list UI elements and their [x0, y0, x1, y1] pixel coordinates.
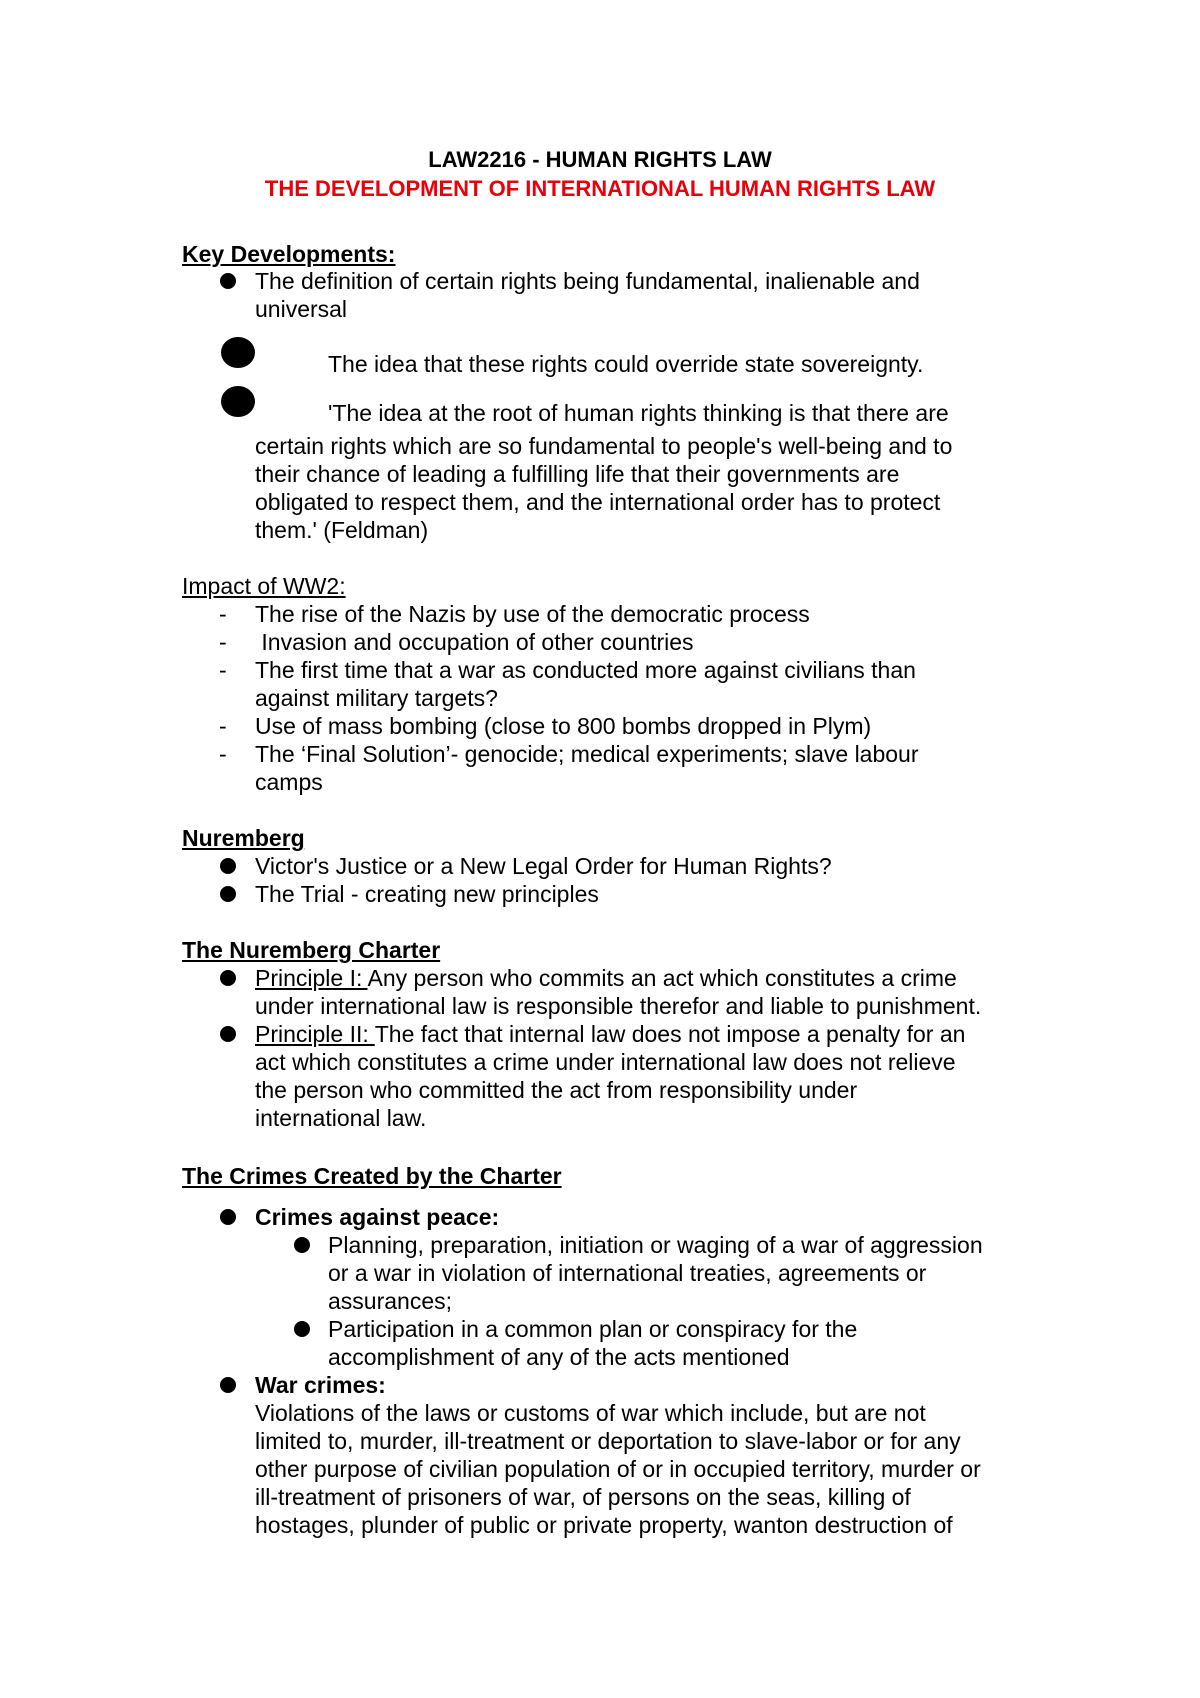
document-subtitle: THE DEVELOPMENT OF INTERNATIONAL HUMAN RIGHTS LAW: [264, 176, 936, 201]
ww2-heading: Impact of WW2:: [182, 573, 346, 599]
key-dev-item-1-line-2: universal: [255, 296, 348, 322]
key-dev-item-2: The idea that these rights could override state sovereignty.: [328, 351, 924, 377]
crimes-peace-label: Crimes against peace:: [255, 1204, 500, 1230]
key-dev-item-3-line-4: obligated to respect them, and the international order has to protect: [255, 489, 941, 515]
bullet-icon: [220, 1209, 236, 1225]
principle-1-label: Principle I:: [255, 965, 368, 991]
peace-item-1-line-1: Planning, preparation, initiation or waging of a war of aggression: [328, 1232, 983, 1258]
bullet-icon: [220, 273, 236, 289]
bullet-icon: [220, 858, 236, 874]
bullet-icon: [294, 1321, 310, 1337]
peace-item-2-line-1: Participation in a common plan or conspiracy for the: [328, 1316, 858, 1342]
key-dev-item-3-line-5: them.' (Feldman): [255, 517, 429, 543]
charter-principle-2-line-4: international law.: [255, 1105, 427, 1131]
ww2-item: against military targets?: [255, 685, 498, 711]
dash-marker: -: [219, 741, 227, 767]
charter-principle-1: [255, 964, 957, 992]
bullet-icon: [220, 886, 236, 902]
key-developments-heading: Key Developments:: [182, 241, 396, 267]
dash-marker: -: [219, 601, 227, 627]
key-dev-item-3-line-3: their chance of leading a fulfilling life that their governments are: [255, 461, 900, 487]
principle-2-text: The fact that internal law does not impose a penalty for an: [374, 1021, 966, 1047]
dash-marker: -: [219, 713, 227, 739]
charter-principle-1-line-2: under international law is responsible therefor and liable to punishment.: [255, 993, 982, 1019]
crimes-war-label: War crimes:: [255, 1372, 386, 1398]
key-dev-item-1-line-1: The definition of certain rights being fundamental, inalienable and: [255, 268, 920, 294]
charter-principle-2-line-2: act which constitutes a crime under international law does not relieve: [255, 1049, 956, 1075]
peace-item-1-line-2: or a war in violation of international treaties, agreements or: [328, 1260, 927, 1286]
charter-principle-2: [255, 1020, 965, 1048]
war-crimes-line-1: Violations of the laws or customs of war which include, but are not: [255, 1400, 926, 1426]
nuremberg-heading: Nuremberg: [182, 825, 305, 851]
ww2-item: The rise of the Nazis by use of the democratic process: [255, 601, 810, 627]
ww2-item: camps: [255, 769, 323, 795]
charter-principle-2-line-3: the person who committed the act from responsibility under: [255, 1077, 858, 1103]
nuremberg-item: Victor's Justice or a New Legal Order for Human Rights?: [255, 853, 832, 879]
principle-1-text: Any person who commits an act which constitutes a crime: [367, 965, 957, 991]
document-title: LAW2216 - HUMAN RIGHTS LAW: [428, 147, 772, 172]
ww2-item: Use of mass bombing (close to 800 bombs dropped in Plym): [255, 713, 872, 739]
war-crimes-line-4: ill-treatment of prisoners of war, of persons on the seas, killing of: [255, 1484, 911, 1510]
bullet-icon: [221, 386, 255, 417]
bullet-icon: [220, 1377, 236, 1393]
dash-marker: -: [219, 629, 227, 655]
charter-heading: The Nuremberg Charter: [182, 937, 441, 963]
key-dev-item-3-line-1: 'The idea at the root of human rights thinking is that there are: [328, 400, 949, 426]
peace-item-1-line-3: assurances;: [328, 1288, 453, 1314]
key-dev-item-3-line-2: certain rights which are so fundamental to people's well-being and to: [255, 433, 953, 459]
war-crimes-line-5: hostages, plunder of public or private property, wanton destruction of: [255, 1512, 953, 1538]
bullet-icon: [221, 337, 255, 368]
nuremberg-item: The Trial - creating new principles: [255, 881, 599, 907]
peace-item-2-line-2: accomplishment of any of the acts mentioned: [328, 1344, 790, 1370]
bullet-icon: [220, 970, 236, 986]
ww2-item: Invasion and occupation of other countries: [255, 629, 694, 655]
ww2-item: The first time that a war as conducted more against civilians than: [255, 657, 916, 683]
crimes-heading: The Crimes Created by the Charter: [182, 1163, 562, 1189]
bullet-icon: [220, 1026, 236, 1042]
war-crimes-line-3: other purpose of civilian population of or in occupied territory, murder or: [255, 1456, 981, 1482]
principle-2-label: Principle II:: [255, 1021, 375, 1047]
dash-marker: -: [219, 657, 227, 683]
ww2-item: The ‘Final Solution’- genocide; medical experiments; slave labour: [255, 741, 919, 767]
war-crimes-line-2: limited to, murder, ill-treatment or deportation to slave-labor or for any: [255, 1428, 961, 1454]
bullet-icon: [294, 1237, 310, 1253]
